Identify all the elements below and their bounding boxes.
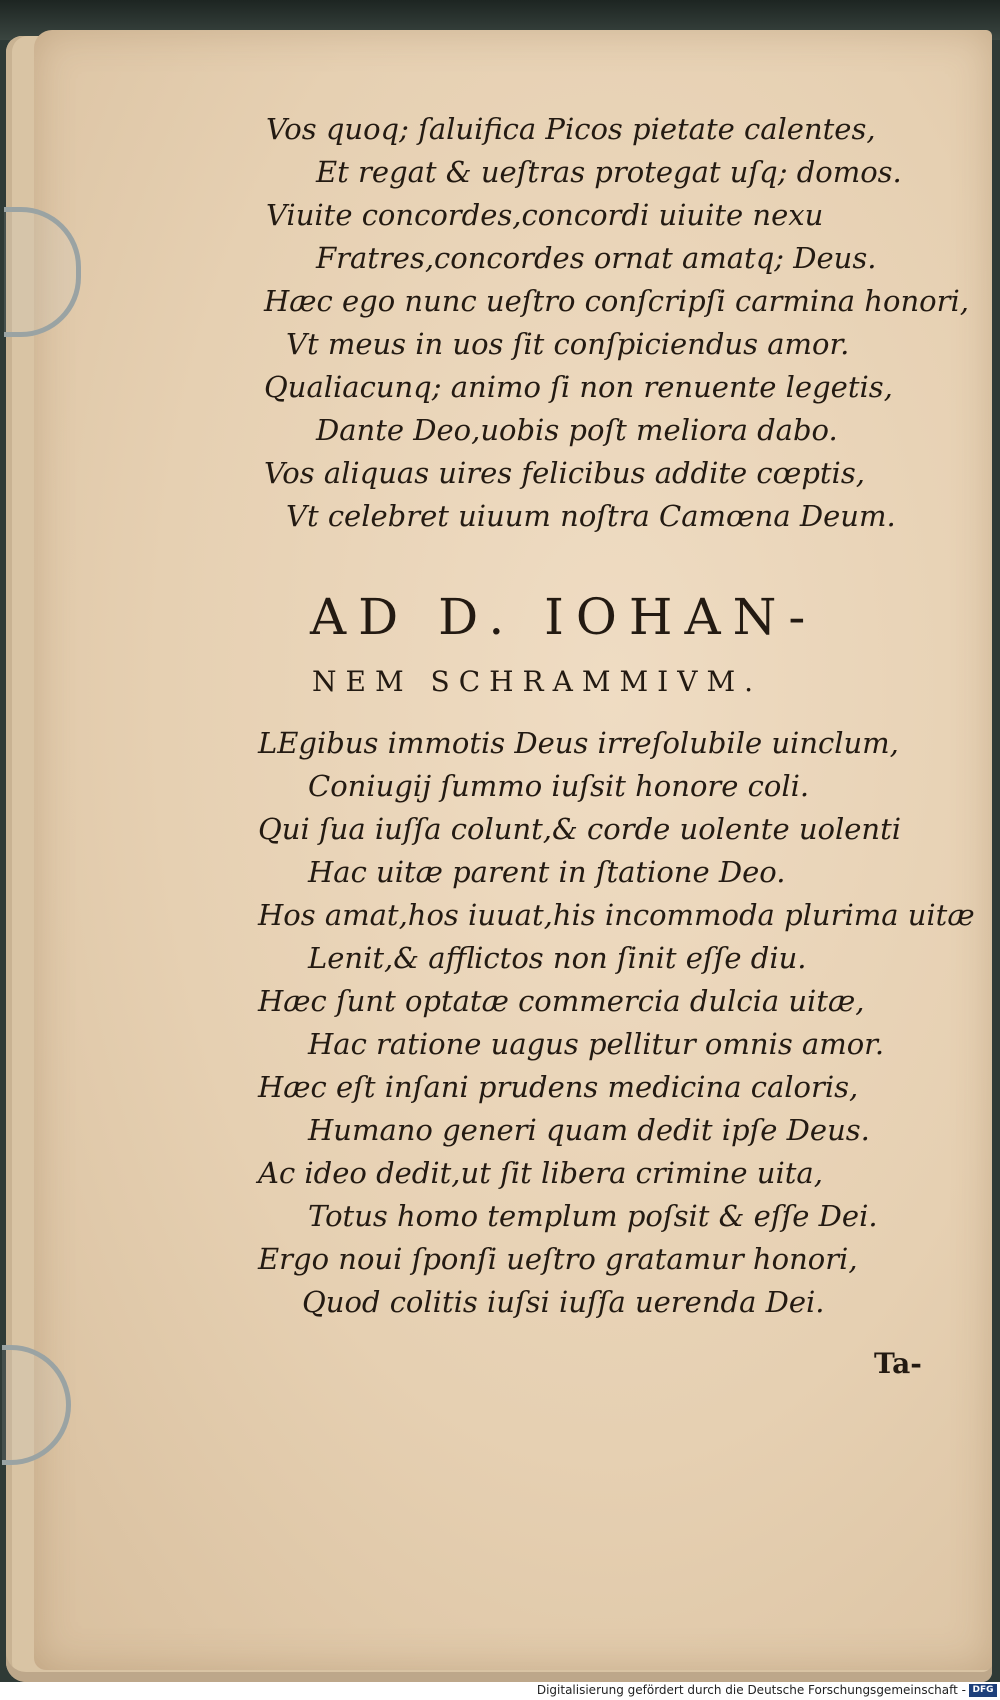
catchword: Ta- (874, 1347, 922, 1380)
poem-line: Vt celebret uiuum noſtra Camœna Deum. (286, 499, 896, 533)
poem-line: Vos aliquas uires felicibus addite cœptis, (264, 456, 865, 490)
heading-line-two: NEM SCHRAMMIVM. (312, 665, 763, 698)
poem-line: Hac uitæ parent in ſtatione Deo. (308, 855, 786, 889)
poem-line: Coniugij ſummo iuſsit honore coli. (308, 769, 810, 803)
funding-notice: Digitalisierung gefördert durch die Deutsche Forschungsgemeinschaft - (536, 1683, 966, 1697)
digitization-footer (0, 1682, 1000, 1700)
poem-line: Quod colitis iuſsi iuſſa uerenda Dei. (302, 1285, 825, 1319)
poem-line: Qui ſua iuſſa colunt,& corde uolente uolenti (258, 812, 901, 846)
poem-line: Vos quoq; ſaluifica Picos pietate calentes, (266, 112, 876, 146)
poem-line: Hæc ego nunc ueſtro conſcripſi carmina honori, (264, 284, 969, 318)
dfg-logo: DFG (969, 1684, 997, 1697)
poem-line: Hæc ſunt optatæ commercia dulcia uitæ, (258, 984, 865, 1018)
poem-line: Hac ratione uagus pellitur omnis amor. (308, 1027, 885, 1061)
poem-line: Fratres,concordes ornat amatq; Deus. (316, 241, 877, 275)
poem-line: Qualiacunq; animo ſi non renuente legetis, (264, 370, 893, 404)
poem-line: Hæc eſt inſani prudens medicina caloris, (258, 1070, 859, 1104)
poem-line: Vt meus in uos ſit conſpiciendus amor. (286, 327, 850, 361)
poem-line: Totus homo templum poſsit & eſſe Dei. (308, 1199, 878, 1233)
poem-line: Ac ideo dedit,ut ſit libera crimine uita, (258, 1156, 823, 1190)
poem-line: Lenit,& afflictos non ſinit eſſe diu. (308, 941, 807, 975)
poem-line: Humano generi quam dedit ipſe Deus. (308, 1113, 870, 1147)
poem-line: Et regat & ueſtras protegat uſq; domos. (316, 155, 902, 189)
poem-line: Ergo noui ſponſi ueſtro gratamur honori, (258, 1242, 858, 1276)
poem-line: Viuite concordes,concordi uiuite nexu (266, 198, 824, 232)
poem-line: LEgibus immotis Deus irreſolubile uinclum, (258, 726, 899, 760)
poem-line: Dante Deo,uobis poſt meliora dabo. (316, 413, 838, 447)
heading-line-one: AD D. IOHAN- (310, 588, 818, 646)
poem-line: Hos amat,hos iuuat,his incommoda plurima uitæ (258, 898, 975, 932)
